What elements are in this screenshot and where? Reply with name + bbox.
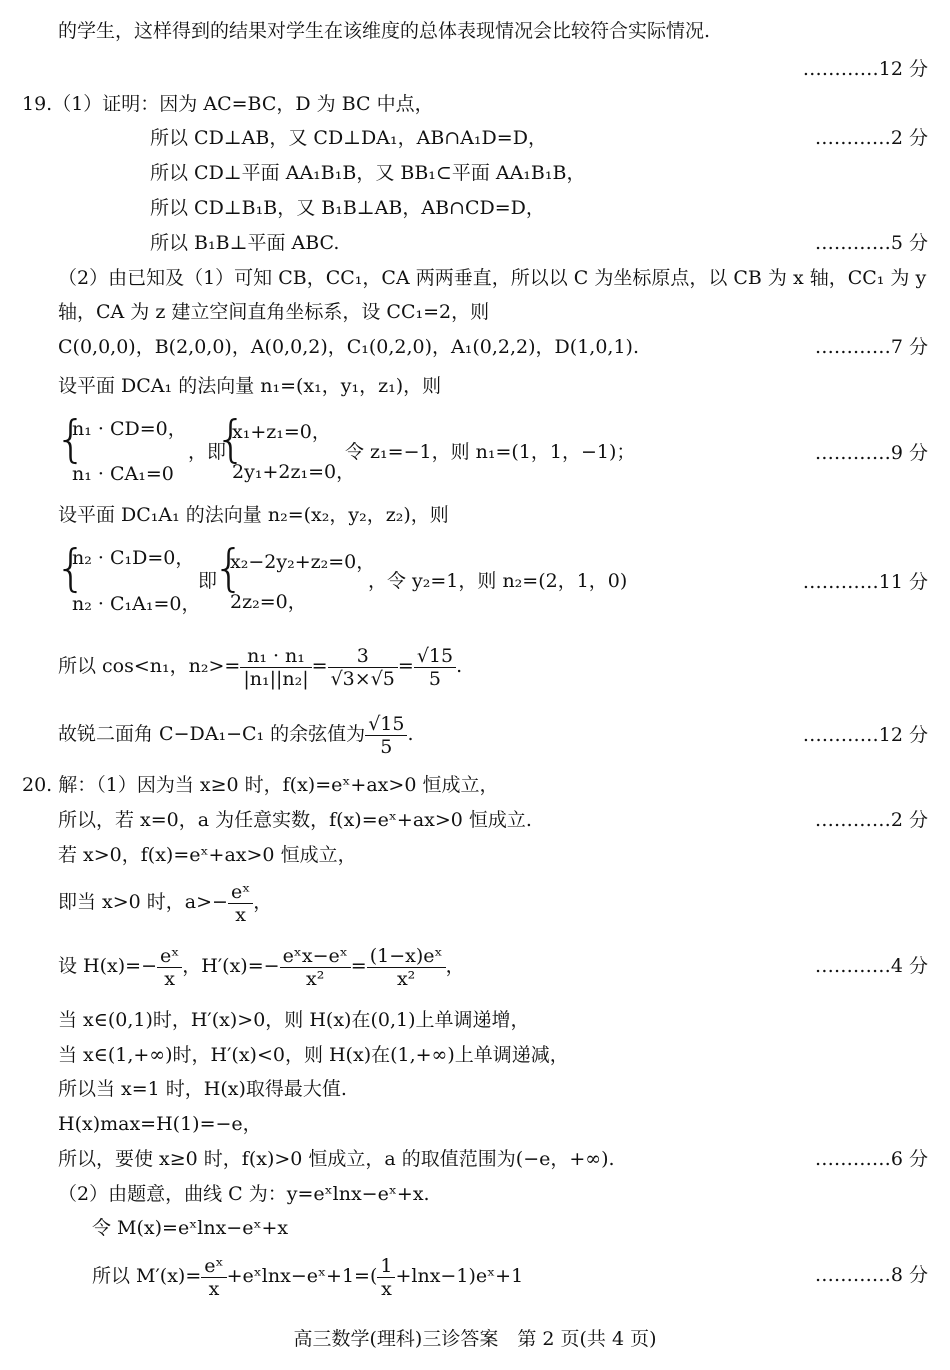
derivative-line <box>58 940 465 992</box>
text-line: 设平面 DCA₁ 的法向量 n₁=(x₁，y₁，z₁)，则 <box>58 375 442 397</box>
fraction <box>367 945 446 990</box>
denominator: x² <box>396 967 416 990</box>
score-marker: …………12 分 <box>802 724 928 746</box>
numerator: √15 <box>414 645 456 668</box>
text-line: 所以 B₁B⊥平面 ABC. <box>150 232 340 254</box>
fraction <box>280 945 351 990</box>
text-line: 所以 CD⊥B₁B，又 B₁B⊥AB，AB∩CD=D， <box>150 197 545 219</box>
text-line: 所以，要使 x≥0 时，f(x)>0 恒成立，a 的取值范围为(−e，+∞). <box>58 1148 615 1170</box>
text-line: 所以，若 x=0，a 为任意实数，f(x)=eˣ+ax>0 恒成立. <box>58 809 532 831</box>
equation-text: = <box>350 955 367 977</box>
equation-line: n₁ · CA₁=0 <box>72 463 174 485</box>
denominator: x <box>208 1277 220 1300</box>
equation-text: +eˣlnx−eˣ+1=( <box>226 1265 378 1287</box>
text-line: 所以当 x=1 时，H(x)取得最大值. <box>58 1078 347 1100</box>
equation-line: x₂−2y₂+z₂=0， <box>230 551 376 573</box>
equation-line: 2z₂=0， <box>230 591 307 613</box>
problem-20-heading: 20. 解：（1）因为当 x≥0 时，f(x)=eˣ+ax>0 恒成立， <box>22 774 499 796</box>
text-line: 当 x∈(1,+∞)时，H′(x)<0，则 H(x)在(1,+∞)上单调递减， <box>58 1044 569 1066</box>
equation-text: ，令 y₂=1，则 n₂=(2，1，0) <box>368 570 628 592</box>
brace-symbol: { <box>213 539 245 597</box>
denominator: √3×√5 <box>330 667 395 690</box>
numerator: 3 <box>328 645 398 668</box>
score-marker: …………2 分 <box>814 809 928 831</box>
text-line: （2）由已知及（1）可知 CB，CC₁，CA 两两垂直，所以以 C 为坐标原点，以 CB 为 x 轴，CC₁ 为 y <box>58 267 927 289</box>
score-marker: …………2 分 <box>814 127 928 149</box>
equation-text: ，即 <box>188 441 227 463</box>
numerator: eˣ <box>228 881 253 904</box>
numerator: eˣ <box>157 945 182 968</box>
text-line: 所以 CD⊥平面 AA₁B₁B，又 BB₁⊂平面 AA₁B₁B， <box>150 162 586 184</box>
equation-text: 所以 cos<n₁，n₂>= <box>58 655 241 677</box>
derivative-line <box>92 1250 523 1302</box>
score-marker: …………4 分 <box>814 955 928 977</box>
equation-text: . <box>456 655 463 677</box>
denominator: x <box>235 903 246 926</box>
numerator: √15 <box>365 713 407 736</box>
brace-symbol: { <box>55 539 87 597</box>
equation-text: ，H′(x)=− <box>182 955 280 977</box>
equation-line: n₂ · C₁D=0， <box>72 547 195 569</box>
conclusion-line <box>58 708 414 760</box>
page-footer: 高三数学(理科)三诊答案 第 2 页(共 4 页) <box>293 1328 657 1350</box>
equation-text: . <box>407 723 414 745</box>
denominator: x² <box>306 967 325 990</box>
text-line: C(0,0,0)，B(2,0,0)，A(0,0,2)，C₁(0,2,0)，A₁(0,2,2)，D(1,0,1). <box>58 336 640 358</box>
fraction <box>228 881 253 926</box>
score-marker: …………6 分 <box>814 1148 928 1170</box>
text-line: H(x)max=H(1)=−e， <box>58 1113 262 1135</box>
numerator: eˣ <box>201 1255 226 1278</box>
denominator: 5 <box>380 735 393 758</box>
text-line: （2）由题意，曲线 C 为：y=eˣlnx−eˣ+x. <box>58 1183 430 1205</box>
denominator: x <box>381 1277 392 1300</box>
score-marker: …………8 分 <box>814 1264 928 1286</box>
equation-text: = <box>311 655 328 677</box>
fraction <box>201 1255 226 1300</box>
equation-text: 设 H(x)=− <box>58 955 157 977</box>
equation-text: ， <box>445 955 465 977</box>
equation-text: 即当 x>0 时，a>− <box>58 891 228 913</box>
score-marker: …………9 分 <box>814 442 928 464</box>
score-marker: …………11 分 <box>802 571 928 593</box>
fraction <box>365 713 407 758</box>
equation-text: +lnx−1)eˣ+1 <box>395 1265 524 1287</box>
equation-text: 即 <box>198 570 218 592</box>
fraction <box>377 1255 395 1300</box>
equation-line: 2y₁+2z₁=0， <box>232 461 356 483</box>
problem-19-heading: 19.（1）证明：因为 AC=BC，D 为 BC 中点， <box>22 93 434 115</box>
score-marker: …………7 分 <box>814 336 928 358</box>
text-line: 若 x>0，f(x)=eˣ+ax>0 恒成立， <box>58 844 357 866</box>
denominator: 5 <box>428 667 441 690</box>
equation-line: n₂ · C₁A₁=0， <box>72 593 201 615</box>
numerator: (1−x)eˣ <box>367 945 446 968</box>
equation-text: 故锐二面角 C−DA₁−C₁ 的余弦值为 <box>58 723 366 745</box>
equation-line: n₁ · CD=0， <box>72 418 187 440</box>
numerator: 1 <box>377 1255 395 1278</box>
text-line: 设平面 DC₁A₁ 的法向量 n₂=(x₂，y₂，z₂)，则 <box>58 504 449 526</box>
text-line: 轴，CA 为 z 建立空间直角坐标系，设 CC₁=2，则 <box>58 301 490 323</box>
equation-text: 所以 M′(x)= <box>92 1265 202 1287</box>
text-line: 所以 CD⊥AB，又 CD⊥DA₁，AB∩A₁D=D， <box>150 127 547 149</box>
cosine-equation <box>58 636 462 696</box>
denominator: x <box>164 967 175 990</box>
brace-symbol: { <box>215 410 247 468</box>
fraction <box>414 645 456 690</box>
equation-text: ， <box>253 891 273 913</box>
score-marker: …………5 分 <box>814 232 928 254</box>
equation-line: x₁+z₁=0， <box>232 421 331 443</box>
equation-text: = <box>397 655 414 677</box>
text-line: 当 x∈(0,1)时，H′(x)>0，则 H(x)在(0,1)上单调递增， <box>58 1009 530 1031</box>
fraction <box>328 645 398 690</box>
fraction <box>240 645 311 690</box>
numerator: n₁ · n₁ <box>240 645 311 668</box>
inequality-line <box>58 876 272 928</box>
numerator: eˣx−eˣ <box>280 945 351 968</box>
brace-symbol: { <box>55 410 87 468</box>
equation-text: 令 z₁=−1，则 n₁=(1，1，−1)； <box>345 441 636 463</box>
text-line: 的学生，这样得到的结果对学生在该维度的总体表现情况会比较符合实际情况. <box>58 20 711 42</box>
score-marker: …………12 分 <box>802 58 928 80</box>
denominator: |n₁||n₂| <box>243 667 309 690</box>
fraction <box>157 945 182 990</box>
text-line: 令 M(x)=eˣlnx−eˣ+x <box>92 1217 289 1239</box>
